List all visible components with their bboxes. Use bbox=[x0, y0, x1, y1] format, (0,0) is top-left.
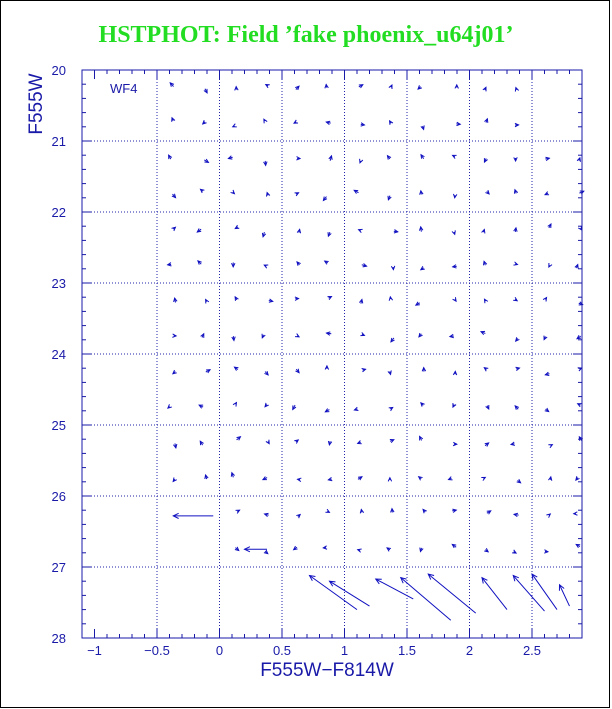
vector-arrow bbox=[362, 263, 367, 266]
vector-arrow bbox=[169, 155, 172, 159]
vector-arrow bbox=[295, 193, 299, 196]
vector-arrow bbox=[294, 440, 298, 444]
vector-arrow bbox=[511, 442, 515, 445]
vector-arrow bbox=[354, 190, 358, 193]
arrow-shaft bbox=[532, 574, 557, 610]
vector-arrow bbox=[456, 122, 460, 125]
vector-arrow bbox=[231, 473, 234, 478]
vector-arrow bbox=[295, 369, 299, 373]
vector-arrow bbox=[515, 406, 519, 410]
vector-arrow bbox=[297, 229, 300, 233]
vector-arrow bbox=[199, 405, 203, 408]
arrow-head bbox=[543, 298, 546, 302]
y-tick-label: 23 bbox=[51, 276, 66, 291]
vector-arrow bbox=[296, 514, 300, 518]
vector-arrow bbox=[453, 442, 457, 445]
vector-arrow bbox=[483, 261, 486, 265]
vector-arrow bbox=[361, 123, 365, 126]
arrow-head bbox=[486, 405, 489, 409]
vector-arrow bbox=[265, 513, 269, 516]
vector-arrow bbox=[172, 227, 176, 231]
vector-arrow bbox=[170, 83, 174, 87]
vector-arrow bbox=[200, 441, 203, 445]
grid bbox=[82, 70, 582, 638]
arrow-shaft bbox=[376, 579, 414, 599]
vector-arrow bbox=[296, 157, 300, 160]
vector-arrow bbox=[359, 299, 362, 303]
arrow-head bbox=[266, 440, 269, 444]
vector-arrow bbox=[325, 261, 329, 264]
vector-arrow bbox=[421, 125, 424, 129]
y-tick-label: 26 bbox=[51, 489, 66, 504]
vector-arrow bbox=[264, 265, 268, 268]
vector-arrow bbox=[203, 120, 207, 124]
vector-arrow bbox=[422, 368, 425, 372]
vector-arrow bbox=[173, 478, 177, 482]
vector-arrow bbox=[453, 155, 457, 158]
vector-arrow-long bbox=[173, 513, 213, 518]
vector-arrow bbox=[360, 159, 363, 163]
vector-arrow bbox=[294, 120, 298, 123]
arrow-head bbox=[233, 124, 237, 127]
vector-arrow bbox=[295, 334, 299, 337]
vector-arrow bbox=[197, 228, 201, 232]
arrow-head bbox=[264, 119, 267, 123]
vector-arrow bbox=[295, 86, 299, 90]
vector-arrow bbox=[264, 119, 267, 123]
vector-arrow bbox=[548, 445, 552, 448]
vector-arrow bbox=[514, 262, 518, 265]
vector-arrow bbox=[294, 546, 298, 550]
vector-arrow bbox=[231, 190, 235, 194]
vector-arrow bbox=[453, 194, 456, 198]
vector-arrow bbox=[354, 407, 358, 410]
vector-arrow bbox=[484, 548, 488, 552]
vector-arrow bbox=[237, 437, 241, 441]
vector-arrow-long bbox=[532, 574, 557, 610]
arrow-shaft bbox=[401, 578, 451, 621]
vector-arrow bbox=[423, 509, 427, 513]
arrow-head bbox=[453, 403, 456, 407]
vector-arrow bbox=[453, 403, 456, 407]
vector-arrow bbox=[359, 85, 363, 88]
vector-arrow bbox=[419, 333, 423, 337]
vector-arrow bbox=[514, 228, 517, 232]
vector-arrow bbox=[358, 477, 362, 480]
vector-arrow bbox=[236, 510, 240, 513]
vector-arrow-long bbox=[513, 576, 544, 612]
vector-arrow bbox=[486, 405, 489, 409]
vector-arrow bbox=[264, 371, 268, 375]
vector-arrow bbox=[514, 157, 517, 161]
vector-arrow-long bbox=[559, 585, 569, 606]
vector-arrow bbox=[266, 440, 269, 444]
vector-arrow bbox=[515, 88, 518, 92]
vector-arrow bbox=[326, 121, 330, 124]
arrow-head bbox=[545, 192, 549, 195]
vector-arrow bbox=[421, 155, 424, 159]
arrow-head bbox=[546, 514, 550, 518]
vector-arrow bbox=[358, 549, 362, 552]
vector-arrow bbox=[391, 509, 394, 513]
vector-arrow bbox=[576, 544, 580, 547]
vector-arrow bbox=[481, 331, 485, 334]
vector-arrow bbox=[387, 156, 391, 160]
arrow-head bbox=[549, 263, 552, 267]
arrow-head bbox=[453, 155, 457, 158]
x-tick-label: 2 bbox=[465, 643, 474, 658]
arrow-head bbox=[544, 336, 547, 340]
vector-field bbox=[168, 83, 584, 620]
x-tick-label: 0 bbox=[215, 643, 224, 658]
vector-arrow bbox=[263, 477, 267, 480]
vector-arrow bbox=[388, 370, 391, 374]
page-title: HSTPHOT: Field ’fake phoenix_u64j01’ bbox=[98, 22, 514, 48]
y-tick-label: 25 bbox=[51, 418, 66, 433]
vector-arrow bbox=[421, 266, 425, 269]
vector-arrow bbox=[390, 439, 394, 442]
arrow-shaft bbox=[560, 585, 570, 606]
vector-arrow bbox=[172, 118, 175, 122]
vector-arrow bbox=[168, 263, 172, 266]
vector-arrow-long bbox=[245, 547, 268, 552]
arrow-head bbox=[578, 404, 582, 407]
vector-arrow bbox=[545, 372, 549, 375]
vector-arrow bbox=[545, 408, 549, 412]
y-axis-label: F555W bbox=[26, 73, 47, 135]
vector-arrow bbox=[387, 548, 391, 551]
vector-arrow bbox=[206, 300, 209, 304]
axes bbox=[52, 63, 582, 658]
vector-arrow bbox=[420, 548, 423, 552]
vector-arrow bbox=[233, 403, 236, 407]
vector-arrow bbox=[264, 550, 268, 554]
arrow-head bbox=[513, 297, 517, 300]
vector-arrow bbox=[482, 230, 485, 234]
vector-arrow bbox=[328, 477, 332, 480]
vector-arrow-long bbox=[482, 578, 507, 610]
vector-arrow bbox=[174, 298, 177, 302]
vector-arrow bbox=[546, 514, 550, 518]
vector-arrow bbox=[453, 371, 456, 375]
vector-arrow bbox=[515, 123, 519, 126]
vector-arrow bbox=[391, 338, 395, 342]
vector-arrow bbox=[514, 513, 519, 516]
vector-arrow bbox=[172, 334, 176, 337]
vector-arrow bbox=[481, 477, 485, 480]
vector-arrow bbox=[231, 263, 234, 267]
vector-arrow bbox=[549, 263, 552, 267]
vector-arrow-long bbox=[401, 578, 451, 621]
vector-arrow bbox=[264, 161, 267, 165]
vector-arrow-long bbox=[376, 579, 414, 599]
vector-arrow bbox=[577, 335, 581, 338]
vector-arrow bbox=[544, 550, 548, 553]
vector-arrow bbox=[484, 158, 487, 162]
vector-arrow bbox=[173, 443, 176, 447]
vector-arrow bbox=[360, 509, 363, 513]
vector-arrow bbox=[235, 547, 239, 551]
y-tick-label: 28 bbox=[51, 631, 66, 646]
x-tick-label: 1.5 bbox=[397, 643, 417, 658]
vector-arrow bbox=[574, 512, 578, 515]
vector-arrow bbox=[420, 191, 423, 195]
x-tick-label: −1 bbox=[87, 643, 102, 658]
vector-arrow bbox=[204, 89, 207, 93]
vector-arrow bbox=[233, 124, 237, 127]
x-tick-label: 2.5 bbox=[522, 643, 542, 658]
vector-arrow bbox=[483, 87, 486, 91]
vector-arrow bbox=[325, 366, 328, 370]
vector-arrow bbox=[548, 477, 551, 481]
vector-arrow bbox=[328, 441, 331, 445]
y-tick-label: 21 bbox=[51, 134, 66, 149]
vector-arrow bbox=[325, 84, 328, 88]
vector-arrow bbox=[418, 85, 422, 89]
vector-arrow bbox=[388, 478, 391, 482]
vector-arrow bbox=[173, 370, 177, 374]
y-tick-label: 20 bbox=[51, 63, 66, 78]
vector-arrow bbox=[266, 193, 269, 197]
vector-arrow bbox=[232, 336, 235, 340]
vector-arrow bbox=[487, 511, 491, 514]
arrow-head bbox=[330, 581, 336, 586]
vector-arrow bbox=[544, 336, 547, 340]
vector-arrow bbox=[420, 436, 423, 440]
vector-arrow bbox=[172, 194, 176, 198]
vector-arrow bbox=[394, 230, 398, 233]
vector-arrow bbox=[516, 337, 520, 341]
vector-arrow bbox=[449, 477, 453, 480]
vector-arrow bbox=[205, 475, 208, 479]
arrow-head bbox=[548, 445, 552, 448]
vector-arrow bbox=[421, 403, 425, 407]
vector-arrow bbox=[578, 404, 582, 407]
vector-arrow bbox=[576, 476, 580, 480]
vector-arrow-long bbox=[310, 576, 358, 610]
vector-arrow bbox=[389, 297, 392, 301]
arrow-head bbox=[206, 300, 209, 304]
arrow-head bbox=[360, 159, 363, 163]
vector-arrow bbox=[327, 332, 332, 335]
vector-arrow bbox=[513, 297, 517, 300]
arrow-head bbox=[358, 441, 362, 444]
vector-arrow bbox=[419, 227, 422, 232]
vector-arrow bbox=[198, 261, 202, 265]
arrow-head bbox=[295, 334, 299, 337]
vector-arrow bbox=[362, 368, 366, 371]
vector-arrow bbox=[204, 159, 208, 162]
vector-arrow bbox=[266, 85, 270, 88]
vector-arrow bbox=[514, 190, 517, 194]
vector-arrow bbox=[295, 297, 299, 300]
vector-arrow bbox=[235, 87, 238, 91]
vector-arrow bbox=[453, 265, 457, 268]
arrow-head bbox=[327, 297, 331, 300]
arrow-head bbox=[484, 299, 487, 303]
vector-arrow bbox=[298, 478, 302, 481]
arrow-head bbox=[481, 477, 485, 480]
vector-arrow bbox=[201, 334, 204, 338]
arrow-head bbox=[262, 334, 265, 338]
vector-arrow bbox=[269, 299, 273, 302]
vector-arrow bbox=[360, 332, 364, 335]
vector-arrow bbox=[323, 197, 327, 201]
vector-arrow bbox=[455, 85, 458, 89]
arrow-shaft bbox=[310, 576, 358, 610]
arrow-head bbox=[449, 477, 453, 480]
vector-arrow bbox=[485, 190, 489, 194]
arrow-head bbox=[231, 190, 235, 194]
vector-arrow bbox=[262, 232, 265, 237]
panel-label: WF4 bbox=[110, 81, 138, 96]
arrow-head bbox=[168, 404, 172, 408]
vector-arrow bbox=[265, 403, 269, 407]
vector-arrow bbox=[485, 443, 489, 447]
vector-arrow bbox=[323, 546, 327, 549]
vector-arrow bbox=[293, 405, 296, 409]
arrow-head bbox=[295, 193, 299, 196]
vector-arrow bbox=[419, 477, 423, 481]
vector-arrow bbox=[484, 299, 487, 303]
vector-arrow bbox=[327, 297, 331, 300]
vector-arrow bbox=[545, 157, 549, 160]
arrow-head bbox=[389, 85, 392, 89]
vector-arrow bbox=[453, 297, 457, 301]
vector-arrow bbox=[359, 229, 363, 232]
arrow-shaft bbox=[482, 578, 507, 610]
vector-arrow bbox=[416, 302, 420, 305]
vector-arrow bbox=[329, 156, 332, 161]
vector-arrow bbox=[328, 232, 331, 236]
arrow-head bbox=[359, 229, 363, 232]
vector-arrow bbox=[168, 404, 172, 408]
vector-arrow bbox=[206, 370, 210, 373]
vector-arrow bbox=[325, 409, 329, 412]
vector-arrow bbox=[200, 189, 204, 193]
vector-arrow bbox=[390, 121, 393, 125]
x-tick-label: −0.5 bbox=[144, 643, 170, 658]
vector-arrow bbox=[389, 85, 392, 89]
arrow-head bbox=[360, 332, 364, 335]
vector-arrow bbox=[577, 158, 580, 162]
vector-arrow bbox=[452, 230, 455, 234]
vector-arrow bbox=[325, 509, 329, 512]
vector-arrow bbox=[545, 192, 549, 195]
arrow-head bbox=[325, 509, 329, 512]
vector-arrow bbox=[358, 441, 362, 444]
y-tick-label: 24 bbox=[51, 347, 66, 362]
vector-arrow bbox=[484, 368, 488, 372]
y-tick-label: 22 bbox=[51, 205, 66, 220]
vector-arrow bbox=[575, 265, 578, 269]
y-tick-label: 27 bbox=[51, 560, 66, 575]
vector-arrow bbox=[388, 196, 391, 200]
arrow-head bbox=[264, 265, 268, 268]
vector-arrow bbox=[228, 156, 232, 159]
vector-arrow bbox=[235, 297, 238, 301]
vector-arrow bbox=[516, 367, 520, 370]
vector-arrow bbox=[389, 407, 393, 410]
x-tick-label: 0.5 bbox=[272, 643, 292, 658]
vector-arrow bbox=[485, 119, 488, 123]
vector-arrow bbox=[452, 544, 456, 548]
vector-arrow bbox=[452, 509, 456, 512]
x-axis-label: F555W−F814W bbox=[260, 660, 394, 681]
vector-arrow bbox=[512, 550, 516, 553]
vector-arrow bbox=[234, 367, 238, 370]
vector-arrow bbox=[262, 334, 265, 338]
vector-arrow bbox=[517, 479, 521, 483]
vector-arrow bbox=[543, 298, 546, 302]
vector-arrow bbox=[450, 334, 454, 337]
arrow-head bbox=[233, 403, 236, 407]
arrow-shaft bbox=[513, 576, 544, 612]
arrow-head bbox=[483, 87, 486, 91]
vector-arrow bbox=[391, 266, 394, 270]
x-tick-label: 1 bbox=[340, 643, 349, 658]
vector-arrow bbox=[548, 224, 551, 228]
vector-arrow bbox=[235, 225, 239, 228]
vector-arrow bbox=[297, 262, 301, 266]
arrow-head bbox=[453, 297, 457, 301]
